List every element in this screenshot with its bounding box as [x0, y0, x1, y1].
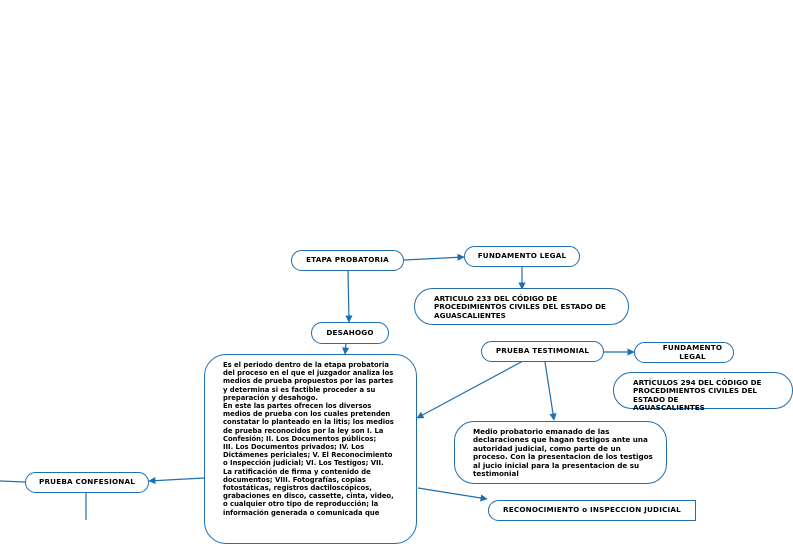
- edge-testimonial-to-medio: [545, 362, 554, 420]
- edge-confesional-left: [0, 481, 25, 482]
- edge-description-to-reconocimiento: [418, 488, 487, 499]
- fundamento-legal-node[interactable]: FUNDAMENTO LEGAL: [464, 246, 580, 267]
- prueba-confesional-node[interactable]: PRUEBA CONFESIONAL: [25, 472, 149, 493]
- fundamento-legal-right-node[interactable]: FUNDAMENTO LEGAL: [634, 342, 734, 363]
- desahogo-node[interactable]: DESAHOGO: [311, 322, 389, 344]
- articulos-294-node[interactable]: ARTÍCULOS 294 DEL CÓDIGO DE PROCEDIMIENTOS CIVILES DEL ESTADO DE AGUASCALIENTES: [613, 372, 793, 409]
- articulo-233-node[interactable]: ARTICULO 233 DEL CÓDIGO DE PROCEDIMIENTOS CIVILES DEL ESTADO DE AGUASCALIENTES: [414, 288, 629, 325]
- reconocimiento-node[interactable]: RECONOCIMIENTO o INSPECCION JUDICIAL: [488, 500, 696, 521]
- desahogo-description-node[interactable]: Es el periodo dentro de la etapa probatoria del proceso en el que el juzgador analiza los medios de prueba propuestos por las partes y determina si es factible proceder a su preparación y desahogo. En este las partes ofrecen los diversos medios de prueba con los cuales pretenden constatar lo planteado en la litis; los medios de prueba reconocidos por la ley son I. La Confesión; II. Los Documentos públicos; III. Los Documentos privados; IV. Los Dictámenes periciales; V. El Reconocimiento o Inspección judicial; VI. Los Testigos; VII. La ratificación de firma y contenido de documentos; VIII. Fotografías, copias fotostáticas, registros dactiloscópicos, grabaciones en disco, cassette, cinta, video, o cualquier otro tipo de reproducción; la información generada o comunicada que: [204, 354, 417, 544]
- edge-etapa-to-desahogo: [348, 271, 349, 322]
- etapa-probatoria-node[interactable]: ETAPA PROBATORIA: [291, 250, 404, 271]
- edge-etapa-to-fundamento: [404, 257, 464, 260]
- edge-testimonial-to-description: [417, 361, 523, 418]
- testimonial-description-node[interactable]: Medio probatorio emanado de las declaraciones que hagan testigos ante una autoridad judicial, como parte de un proceso. Con la presentacion de los testigos al jucio inicial para la presentacion de su testimonial: [454, 421, 667, 484]
- edge-desahogo-to-description: [345, 344, 346, 354]
- edge-description-to-confesional: [149, 478, 204, 481]
- prueba-testimonial-node[interactable]: PRUEBA TESTIMONIAL: [481, 341, 604, 362]
